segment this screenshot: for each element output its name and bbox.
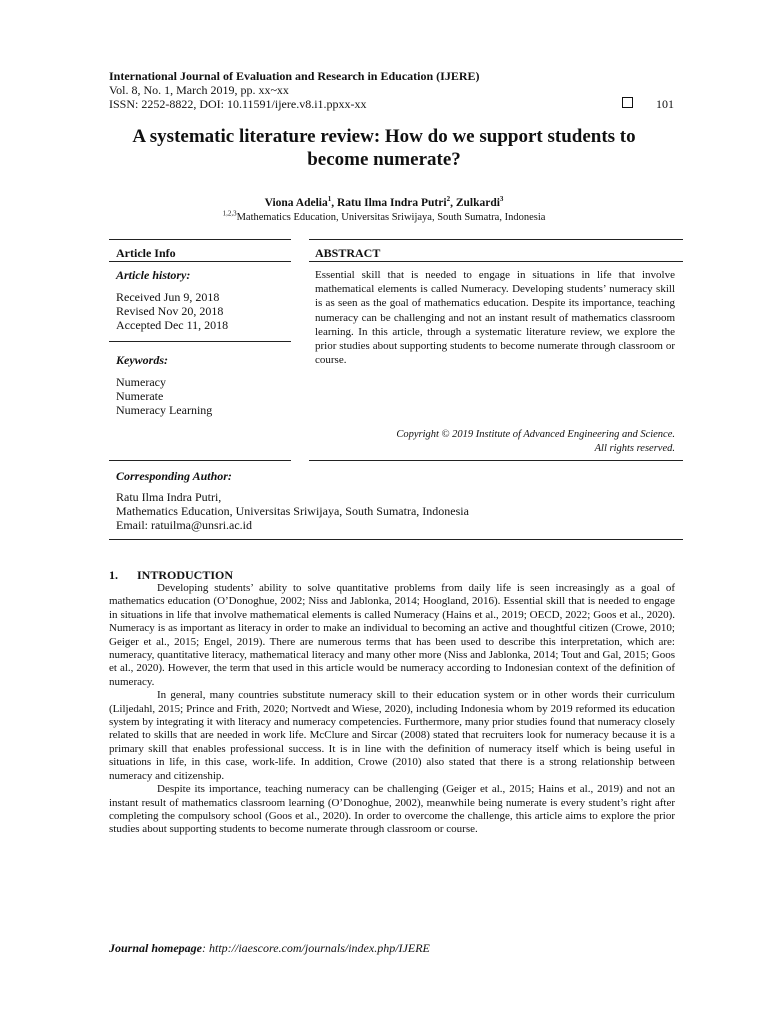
divider — [109, 341, 291, 342]
section-heading — [109, 568, 233, 583]
affiliation — [100, 209, 668, 223]
author-sup: 3 — [499, 195, 504, 204]
homepage-url[interactable]: http://iaescore.com/journals/index.php/IJERE — [209, 941, 430, 955]
affiliation-sup: 1,2,3 — [222, 209, 237, 218]
section-title: INTRODUCTION — [137, 568, 234, 582]
journal-name: International Journal of Evaluation and Research in Education (IJERE) — [109, 69, 480, 83]
article-info-heading: Article Info — [116, 246, 176, 260]
author-sup: 1 — [327, 195, 332, 204]
corresponding-author-label: Corresponding Author: — [116, 469, 232, 483]
author-list: Viona Adelia$^1$, Ratu Ilma Indra Putri$^2$, Zulkardi$^3$ — [264, 195, 504, 209]
copyright-line-2: All rights reserved. — [594, 443, 675, 454]
paragraph: Developing students’ ability to solve quantitative problems from daily life is seen increasingly as a goal of mathematics education (O’Donoghue, 2002; Niss and Jablonka, 2014; Hoogland, 2016). Essential skill that is needed to engage in situations in life that involve mathematical elements is called Numeracy (Hains et al., 2019; OECD, 2022; Goos et al., 2020). Numeracy is as important as literacy in order to make an individual to becoming an active and thoughtful citizen (Crowe, 2010; Geiger et al., 2015; Engel, 2019). There are numerous terms that has been used to describe this interpretation, which are: numeracy, quantitative literacy, mathematical literacy and many other more (Niss and Jablonka, 2014; Tout and Gal, 2015; Goos et al., 2020). However, the term that used in this article would be numeracy according to Indonesian context of the definition of numeracy. — [109, 582, 675, 688]
title-line-1: A systematic literature review: How do we support students to — [132, 126, 636, 147]
received-date: Received Jun 9, 2018 — [116, 290, 220, 304]
corresponding-address: Mathematics Education, Universitas Sriwijaya, South Sumatra, Indonesia — [116, 504, 469, 518]
revised-date: Revised Nov 20, 2018 — [116, 304, 224, 318]
journal-homepage: Journal homepage: http://iaescore.com/journals/index.php/IJERE — [109, 941, 430, 955]
section-number: 1. — [109, 568, 118, 582]
abstract-text: Essential skill that is needed to engage in situations in life that involve mathematical elements is called Numeracy. Developing students’ numeracy skill is as seen as the goal of mathematics education. Despite its importance, teaching numeracy can be challenging and not an instant result of mathematics classroom learning. In this article, through a systematic literature review, we explore the prior studies about supporting students to become numerate through classroom or course. — [315, 269, 675, 367]
abstract-heading: ABSTRACT — [315, 246, 381, 260]
divider — [309, 239, 683, 240]
page-number: 101 — [656, 97, 674, 111]
volume-info: Vol. 8, No. 1, March 2019, pp. xx~xx — [109, 83, 289, 97]
author-name: Viona Adelia — [264, 197, 328, 209]
author-name: Zulkardi — [455, 197, 500, 209]
square-icon — [622, 97, 633, 108]
intro-body — [109, 582, 675, 837]
divider — [109, 239, 291, 240]
paragraph: Despite its importance, teaching numeracy can be challenging (Geiger et al., 2015; Hains et al., 2019) and not an instant result of mathematics classroom learning (O’Donoghue, 2002), meanwhile being numerate is every student’s right after completing the compulsory school (Goos et al., 2020). In order to overcome the challenge, this article aims to explore the prior studies about supporting students to become numerate through classroom or course. — [109, 783, 675, 836]
title-line-2: become numerate? — [307, 149, 461, 170]
corresponding-email: Email: ratuilma@unsri.ac.id — [116, 518, 253, 532]
article-history-label: Article history: — [116, 268, 191, 282]
homepage-label: Journal homepage — [109, 941, 203, 955]
paper-title — [60, 125, 708, 171]
paragraph: In general, many countries substitute numeracy skill to their education system or in other words their curriculum (Liljedahl, 2015; Prince and Frith, 2020; Nortvedt and Wiese, 2020), including Indonesia whom by 2019 reformed its education system by integrating it with literacy and numeracy competencies. Furthermore, many prior studies found that numeracy closely related to skills that are needed in work life. McClure and Sircar (2008) stated that recruiters look for numeracy because it is a primary skill that enables professional success. It is in line with the definition of numeracy itself which is being useful in situations in life, in this case, work-life. In addition, Crowe (2010) also stated that there is a strong relationship between numeracy and citizenship. — [109, 689, 675, 782]
copyright — [315, 428, 675, 456]
keyword: Numeracy Learning — [116, 403, 213, 417]
author-sup: 2 — [446, 195, 451, 204]
keyword: Numeracy — [116, 375, 166, 389]
author-name: Ratu Ilma Indra Putri — [336, 197, 447, 209]
issn-doi: ISSN: 2252-8822, DOI: 10.11591/ijere.v8.i1.ppxx-xx — [109, 97, 367, 111]
divider — [109, 460, 291, 461]
divider — [109, 539, 683, 540]
divider — [309, 261, 683, 262]
accepted-date: Accepted Dec 11, 2018 — [116, 318, 229, 332]
divider — [109, 261, 291, 262]
keyword: Numerate — [116, 389, 164, 403]
corresponding-name: Ratu Ilma Indra Putri, — [116, 490, 222, 504]
affiliation-text: Mathematics Education, Universitas Sriwijaya, South Sumatra, Indonesia — [236, 212, 546, 223]
copyright-line-1: Copyright © 2019 Institute of Advanced Engineering and Science. — [396, 429, 675, 440]
divider — [309, 460, 683, 461]
keywords-label: Keywords: — [116, 353, 168, 367]
